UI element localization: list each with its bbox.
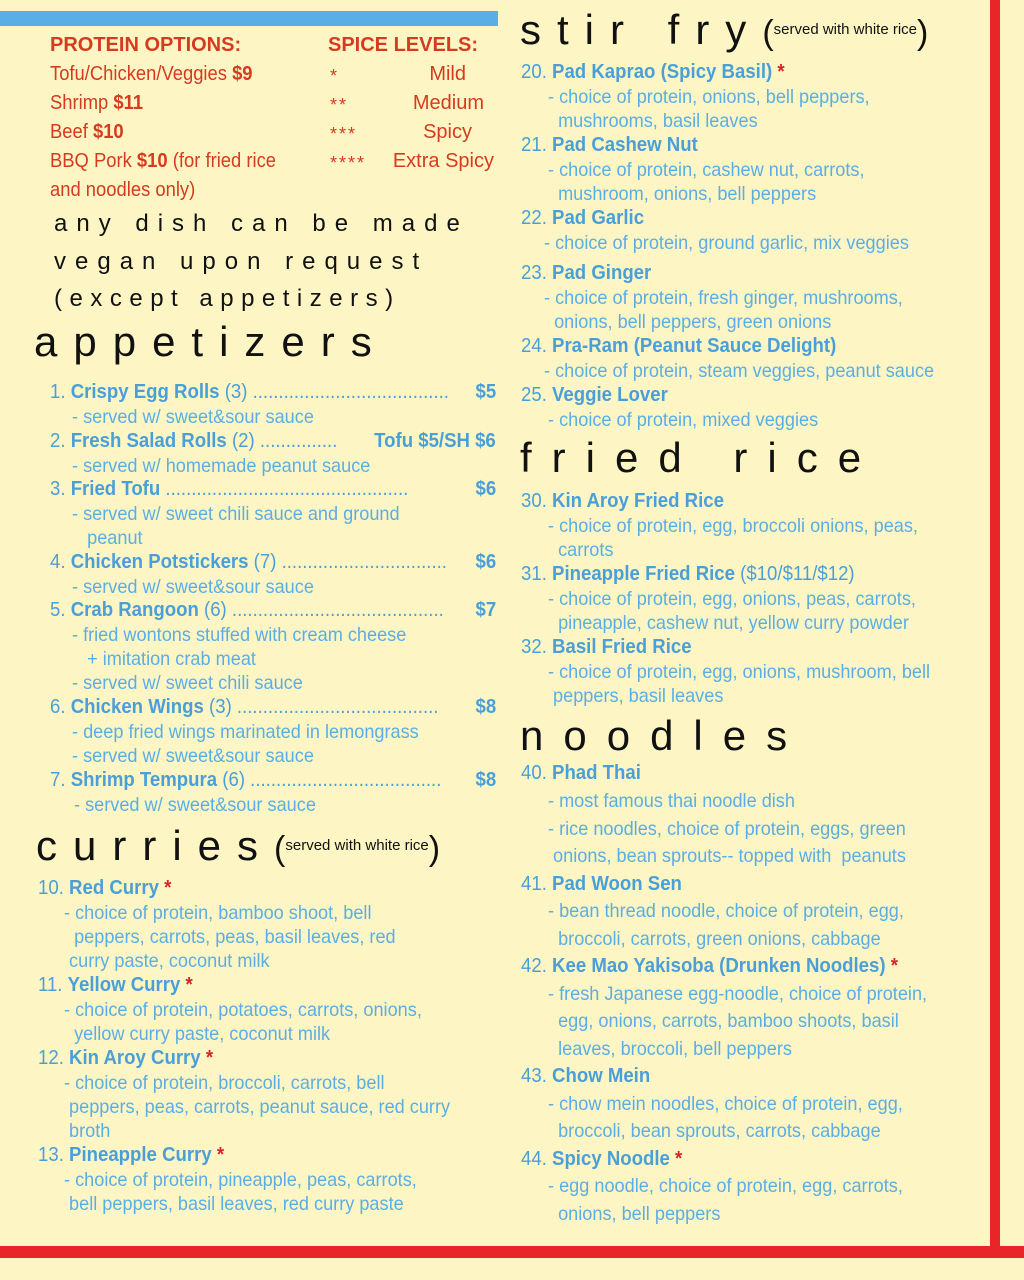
item-description: peppers, peas, carrots, peanut sauce, red curry [64, 1096, 451, 1118]
spice-label: Mild [429, 63, 466, 85]
protein-heading: PROTEIN OPTIONS: [50, 34, 242, 56]
item-description: mushroom, onions, bell peppers [548, 183, 817, 205]
item-description: carrots [548, 539, 614, 561]
protein-line: and noodles only) [50, 179, 196, 201]
item-description: - choice of protein, egg, onions, mushroom, bell [548, 661, 931, 683]
item-description: - served w/ sweet chili sauce [72, 672, 303, 694]
spice-stars: **** [330, 153, 367, 173]
item-description: - choice of protein, bamboo shoot, bell [64, 902, 372, 924]
item-description: onions, bell peppers [548, 1203, 721, 1225]
item-description: - served w/ homemade peanut sauce [72, 455, 371, 477]
item-description: yellow curry paste, coconut milk [64, 1023, 331, 1045]
menu-item: 30. Kin Aroy Fried Rice [521, 490, 724, 512]
item-description: - served w/ sweet&sour sauce [72, 406, 314, 428]
item-description: - choice of protein, egg, broccoli onions, peas, [548, 515, 918, 537]
curries-title: curries($^{served with white rice}$) [36, 822, 441, 869]
item-description: - deep fried wings marinated in lemongrass [72, 721, 419, 743]
item-description: pineapple, cashew nut, yellow curry powder [548, 612, 909, 634]
menu-item: 2. Fresh Salad Rolls (2) ............... [50, 430, 338, 452]
protein-line: Shrimp $11 [50, 92, 144, 114]
item-description: - choice of protein, broccoli, carrots, bell [64, 1072, 385, 1094]
item-description: - most famous thai noodle dish [548, 790, 795, 812]
menu-item: 24. Pra-Ram (Peanut Sauce Delight) [521, 335, 837, 357]
menu-item: 21. Pad Cashew Nut [521, 134, 698, 156]
item-description: - rice noodles, choice of protein, eggs, green [548, 818, 906, 840]
spice-label: Medium [412, 92, 484, 114]
protein-line: Beef $10 [50, 121, 124, 143]
item-description: broth [64, 1120, 111, 1142]
menu-item: 12. Kin Aroy Curry * [38, 1047, 214, 1069]
item-description: - egg noodle, choice of protein, egg, carrots, [548, 1175, 903, 1197]
item-description: + imitation crab meat [72, 648, 256, 670]
menu-item: 4. Chicken Potstickers (7) ................................ [50, 551, 447, 573]
menu-item: 25. Veggie Lover [521, 384, 668, 406]
menu-item: 11. Yellow Curry * [38, 974, 193, 996]
item-description: - choice of protein, cashew nut, carrots, [548, 159, 865, 181]
item-description: - choice of protein, steam veggies, peanut sauce [544, 360, 935, 382]
protein-line: Tofu/Chicken/Veggies $9 [50, 63, 253, 85]
menu-item: 22. Pad Garlic [521, 207, 645, 229]
spice-label: Spicy [423, 121, 472, 143]
noodles-title: noodles [520, 712, 808, 759]
menu-item: 41. Pad Woon Sen [521, 873, 682, 895]
item-description: - served w/ sweet&sour sauce [72, 576, 314, 598]
menu-item: 42. Kee Mao Yakisoba (Drunken Noodles) * [521, 955, 898, 977]
item-description: bell peppers, basil leaves, red curry paste [64, 1193, 404, 1215]
item-description: broccoli, carrots, green onions, cabbage [548, 928, 881, 950]
menu-item: 10. Red Curry * [38, 877, 172, 899]
item-description: curry paste, coconut milk [64, 950, 270, 972]
item-description: peanut [72, 527, 143, 549]
menu-item: 6. Chicken Wings (3) ....................................... [50, 696, 439, 718]
top-accent-bar [0, 11, 498, 26]
right-accent-bar [990, 0, 1000, 1248]
item-description: - bean thread noodle, choice of protein, egg, [548, 900, 904, 922]
item-description: onions, bean sprouts-- topped with peanuts [548, 845, 906, 867]
item-price: Tofu $5/SH $6 [374, 430, 496, 452]
item-description: - choice of protein, fresh ginger, mushrooms, [544, 287, 903, 309]
spice-heading: SPICE LEVELS: [328, 34, 479, 56]
vegan-note-line: (except appetizers) [54, 285, 401, 312]
item-description: - choice of protein, mixed veggies [548, 409, 819, 431]
item-price: $6 [475, 478, 496, 500]
spice-stars: * [330, 66, 340, 86]
menu-item: 23. Pad Ginger [521, 262, 652, 284]
menu-item: 20. Pad Kaprao (Spicy Basil) * [521, 61, 785, 83]
menu-item: 1. Crispy Egg Rolls (3) ...................................... [50, 381, 449, 403]
item-description: - served w/ sweet&sour sauce [72, 745, 314, 767]
stir-fry-title: stir fry($^{served with white rice}$) [520, 6, 929, 53]
menu-item: 7. Shrimp Tempura (6) ..................................... [50, 769, 442, 791]
spice-stars: ** [330, 95, 349, 115]
vegan-note-line: any dish can be made [54, 210, 469, 237]
menu-item: 40. Phad Thai [521, 762, 641, 784]
item-description: egg, onions, carrots, bamboo shoots, basil [548, 1010, 899, 1032]
item-description: - choice of protein, potatoes, carrots, onions, [64, 999, 422, 1021]
vegan-note-line: vegan upon request [54, 248, 429, 275]
menu-item: 3. Fried Tofu ............................................... [50, 478, 409, 500]
item-description: - served w/ sweet chili sauce and ground [72, 503, 400, 525]
item-price: $5 [475, 381, 496, 403]
spice-label: Extra Spicy [392, 150, 494, 172]
appetizers-title: appetizers [34, 318, 388, 365]
item-description: - choice of protein, onions, bell peppers, [548, 86, 870, 108]
item-description: mushrooms, basil leaves [548, 110, 758, 132]
item-description: - choice of protein, ground garlic, mix veggies [544, 232, 909, 254]
protein-line: BBQ Pork $10 (for fried rice [50, 150, 277, 172]
bottom-accent-bar [0, 1246, 1024, 1258]
menu-item: 5. Crab Rangoon (6) ......................................... [50, 599, 444, 621]
item-description: - chow mein noodles, choice of protein, egg, [548, 1093, 903, 1115]
spice-stars: *** [330, 124, 358, 144]
item-description: - choice of protein, egg, onions, peas, carrots, [548, 588, 916, 610]
menu-item: 31. Pineapple Fried Rice ($10/$11/$12) [521, 563, 855, 585]
item-description: - choice of protein, pineapple, peas, carrots, [64, 1169, 417, 1191]
item-price: $8 [475, 769, 496, 791]
item-description: - served w/ sweet&sour sauce [74, 794, 316, 816]
item-description: leaves, broccoli, bell peppers [548, 1038, 792, 1060]
item-description: broccoli, bean sprouts, carrots, cabbage [548, 1120, 881, 1142]
item-description: - fresh Japanese egg-noodle, choice of protein, [548, 983, 928, 1005]
menu-item: 32. Basil Fried Rice [521, 636, 692, 658]
item-description: - fried wontons stuffed with cream cheese [72, 624, 407, 646]
item-price: $8 [475, 696, 496, 718]
menu-item: 44. Spicy Noodle * [521, 1148, 683, 1170]
item-description: peppers, basil leaves [548, 685, 724, 707]
item-description: onions, bell peppers, green onions [544, 311, 832, 333]
menu-item: 43. Chow Mein [521, 1065, 651, 1087]
item-description: peppers, carrots, peas, basil leaves, red [64, 926, 396, 948]
menu-item: 13. Pineapple Curry * [38, 1144, 225, 1166]
item-price: $6 [475, 551, 496, 573]
item-price: $7 [475, 599, 496, 621]
fried-rice-title: fried rice [520, 434, 882, 481]
